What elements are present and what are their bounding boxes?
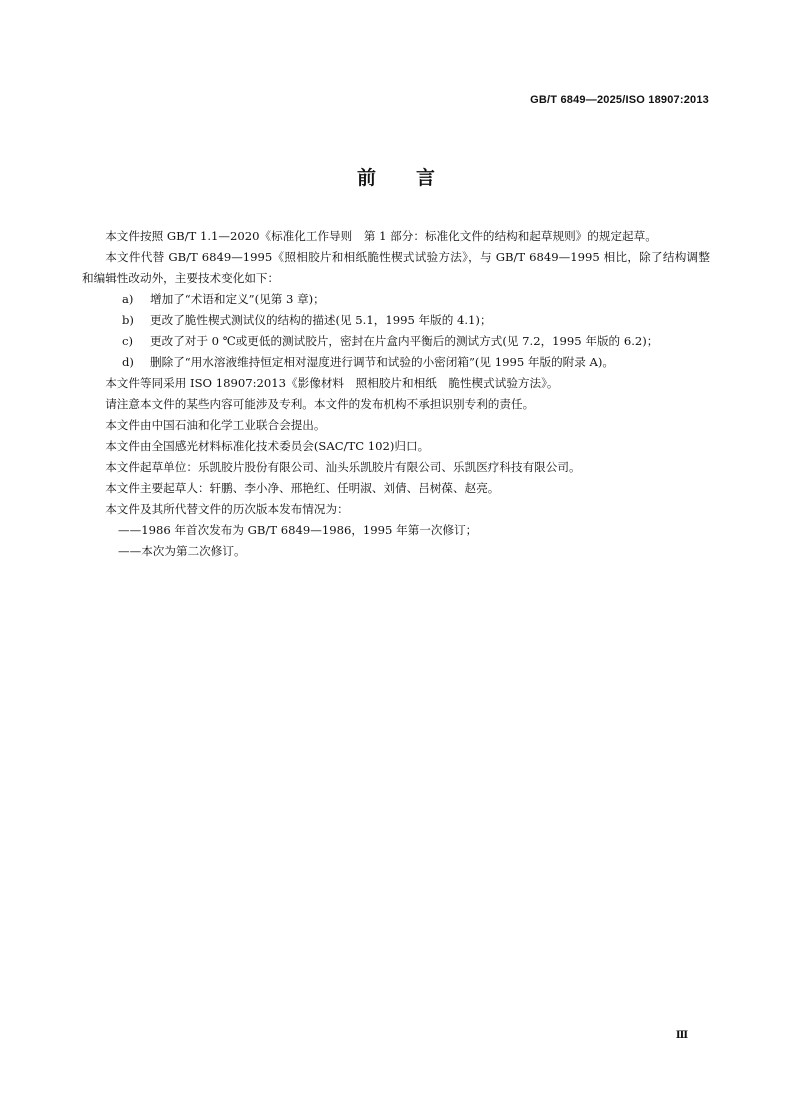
paragraph-committee: 本文件由全国感光材料标准化技术委员会(SAC/TC 102)归口。 bbox=[105, 439, 430, 453]
list-item-text: 更改了脆性楔式测试仪的结构的描述(见 5.1，1995 年版的 4.1)； bbox=[150, 313, 492, 327]
list-marker: d) bbox=[122, 355, 134, 369]
page-title: 前言 bbox=[356, 167, 475, 189]
list-item-text: 增加了“术语和定义”(见第 3 章)； bbox=[150, 292, 325, 306]
paragraph-drafters: 本文件主要起草人：轩鹏、李小净、邢艳红、任明淑、刘倩、吕树葆、赵亮。 bbox=[105, 481, 500, 495]
history-item: ——1986 年首次发布为 GB/T 6849—1986，1995 年第一次修订； bbox=[118, 523, 478, 537]
page-header-standard-number: GB/T 6849—2025/ISO 18907:2013 bbox=[530, 94, 709, 106]
list-marker: b) bbox=[122, 313, 134, 327]
paragraph-proposer: 本文件由中国石油和化学工业联合会提出。 bbox=[105, 418, 326, 432]
paragraph-history-intro: 本文件及其所代替文件的历次版本发布情况为： bbox=[105, 502, 349, 516]
paragraph-iso-equivalence: 本文件等同采用 ISO 18907:2013《影像材料 照相胶片和相纸 脆性楔式试验方法》。 bbox=[105, 376, 559, 390]
list-marker: a) bbox=[122, 292, 134, 306]
page-number: Ⅲ bbox=[675, 1030, 688, 1041]
list-item bbox=[82, 289, 710, 310]
list-item-text: 删除了“用水溶液维持恒定相对湿度进行调节和试验的小密闭箱”(见 1995 年版的附录 A)。 bbox=[150, 355, 615, 369]
list-item bbox=[82, 310, 710, 331]
list-marker: c) bbox=[122, 334, 134, 348]
list-item bbox=[82, 352, 710, 373]
document-body bbox=[82, 226, 710, 562]
paragraph-replaces: 本文件代替 GB/T 6849—1995《照相胶片和相纸脆性楔式试验方法》，与 GB/T 6849—1995 相比，除了结构调整和编辑性改动外，主要技术变化如下： bbox=[82, 250, 710, 285]
list-item bbox=[82, 331, 710, 352]
list-item-text: 更改了对于 0 ℃或更低的测试胶片，密封在片盒内平衡后的测试方式(见 7.2，1995 年版的 6.2)； bbox=[150, 334, 659, 348]
paragraph-patent-notice: 请注意本文件的某些内容可能涉及专利。本文件的发布机构不承担识别专利的责任。 bbox=[105, 397, 535, 411]
history-item: ——本次为第二次修订。 bbox=[118, 544, 246, 558]
paragraph-drafting-organizations: 本文件起草单位：乐凯胶片股份有限公司、汕头乐凯胶片有限公司、乐凯医疗科技有限公司。 bbox=[105, 460, 581, 474]
paragraph-drafting-rules: 本文件按照 GB/T 1.1—2020《标准化工作导则 第 1 部分：标准化文件的结构和起草规则》的规定起草。 bbox=[105, 229, 657, 243]
